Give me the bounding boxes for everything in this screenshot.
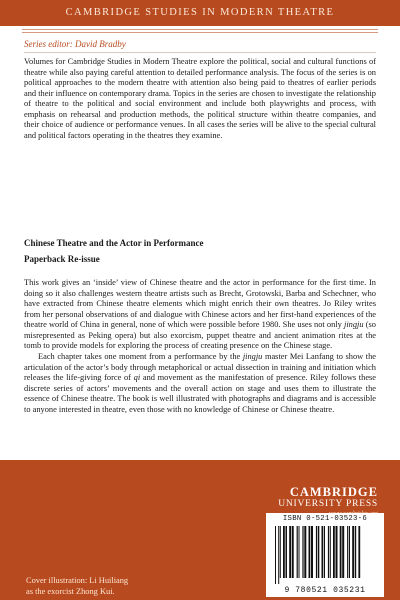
cover-caption: [26, 575, 128, 597]
blurb-2-text-b: master Mei Lanfang to show the articulation of the actor’s body through metaphorical or actual dissection in training and initiation which releases the life-giving force of: [24, 352, 376, 383]
series-editor-line: Series editor: David Bradby: [24, 39, 126, 49]
isbn-barcode-box: [266, 513, 384, 597]
blurb-2-italic-jingju: jingju: [242, 352, 263, 361]
book-title: Chinese Theatre and the Actor in Performance: [24, 238, 204, 248]
blurb-1-text-b: (so misrepresented as Peking opera) but also exorcism, puppet theatre and ancient animation rites at the tomb to provide models for exploring the process of creating presence on the Chinese stage.: [24, 320, 376, 351]
blurb-2-italic-qi: qi: [133, 373, 141, 383]
series-title: CAMBRIDGE STUDIES IN MODERN THEATRE: [65, 7, 335, 18]
edition-label: Paperback Re-issue: [24, 254, 100, 264]
cover-caption-line-1: Cover illustration: Li Huiliang: [26, 576, 129, 585]
editor-rule: [24, 52, 376, 53]
barcode-icon: [274, 526, 376, 584]
publisher-name-line-2: UNIVERSITY PRESS: [278, 499, 378, 509]
header-rule-lower: [22, 32, 378, 33]
blurb-1-italic-jingju: jingju: [344, 320, 364, 330]
blurb-1-text-a: This work gives an ‘inside’ view of Chinese theatre and the actor in performance for the first time. In doing so it also challenges western theatre artists such as Brecht, Grotowski, Barba and Schechner, who have extracted from Chinese theatre elements which might enrich their own theatres. Jo Riley writes from her personal observations of and dialogue with Chinese actors and her first-hand experiences of the theatre world of China in general, none of which were possible before 1980. She uses not only: [24, 278, 376, 330]
barcode-digits: 9 780521 035231: [284, 586, 366, 595]
header-rule-upper: [22, 29, 378, 30]
blurb-paragraph-2: [24, 352, 376, 415]
blurb-paragraph-1: [24, 278, 376, 352]
blurb-2-text-a: Each chapter takes one moment from a performance by the: [38, 352, 243, 361]
publisher-name-line-1: CAMBRIDGE: [289, 485, 378, 499]
isbn-label: ISBN 0-521-03523-6: [282, 515, 368, 523]
blurb-2-text-c: and movement as the manifestation of presence. Riley follows these discrete series of actors’ movements and the overall action on stage and uses them to illustrate the essence of Chinese theatre. The book is well illustrated with photographs and diagrams and is accessible to anyone interested in theatre, even those with no knowledge of Chinese or Chinese theatre.: [24, 373, 377, 414]
series-description: Volumes for Cambridge Studies in Modern Theatre explore the political, social and cultural functions of theatre while also paying careful attention to detailed performance analysis. The focus of the series is on political approaches to the modern theatre with attention also being paid to theatres of earlier periods and their influence on contemporary drama. Topics in the series are chosen to investigate the relationship of theatre to the political and social environment and include both playwrights and process, with emphasis on rehearsal and production methods, the political structure within theatre companies, and their choice of audience or performance venues. In all cases the series will be alive to the special cultural and political factors operating in the theatres they examine.: [24, 57, 376, 140]
series-title-band: [0, 0, 400, 26]
cover-caption-line-2: as the exorcist Zhong Kui.: [26, 587, 115, 596]
